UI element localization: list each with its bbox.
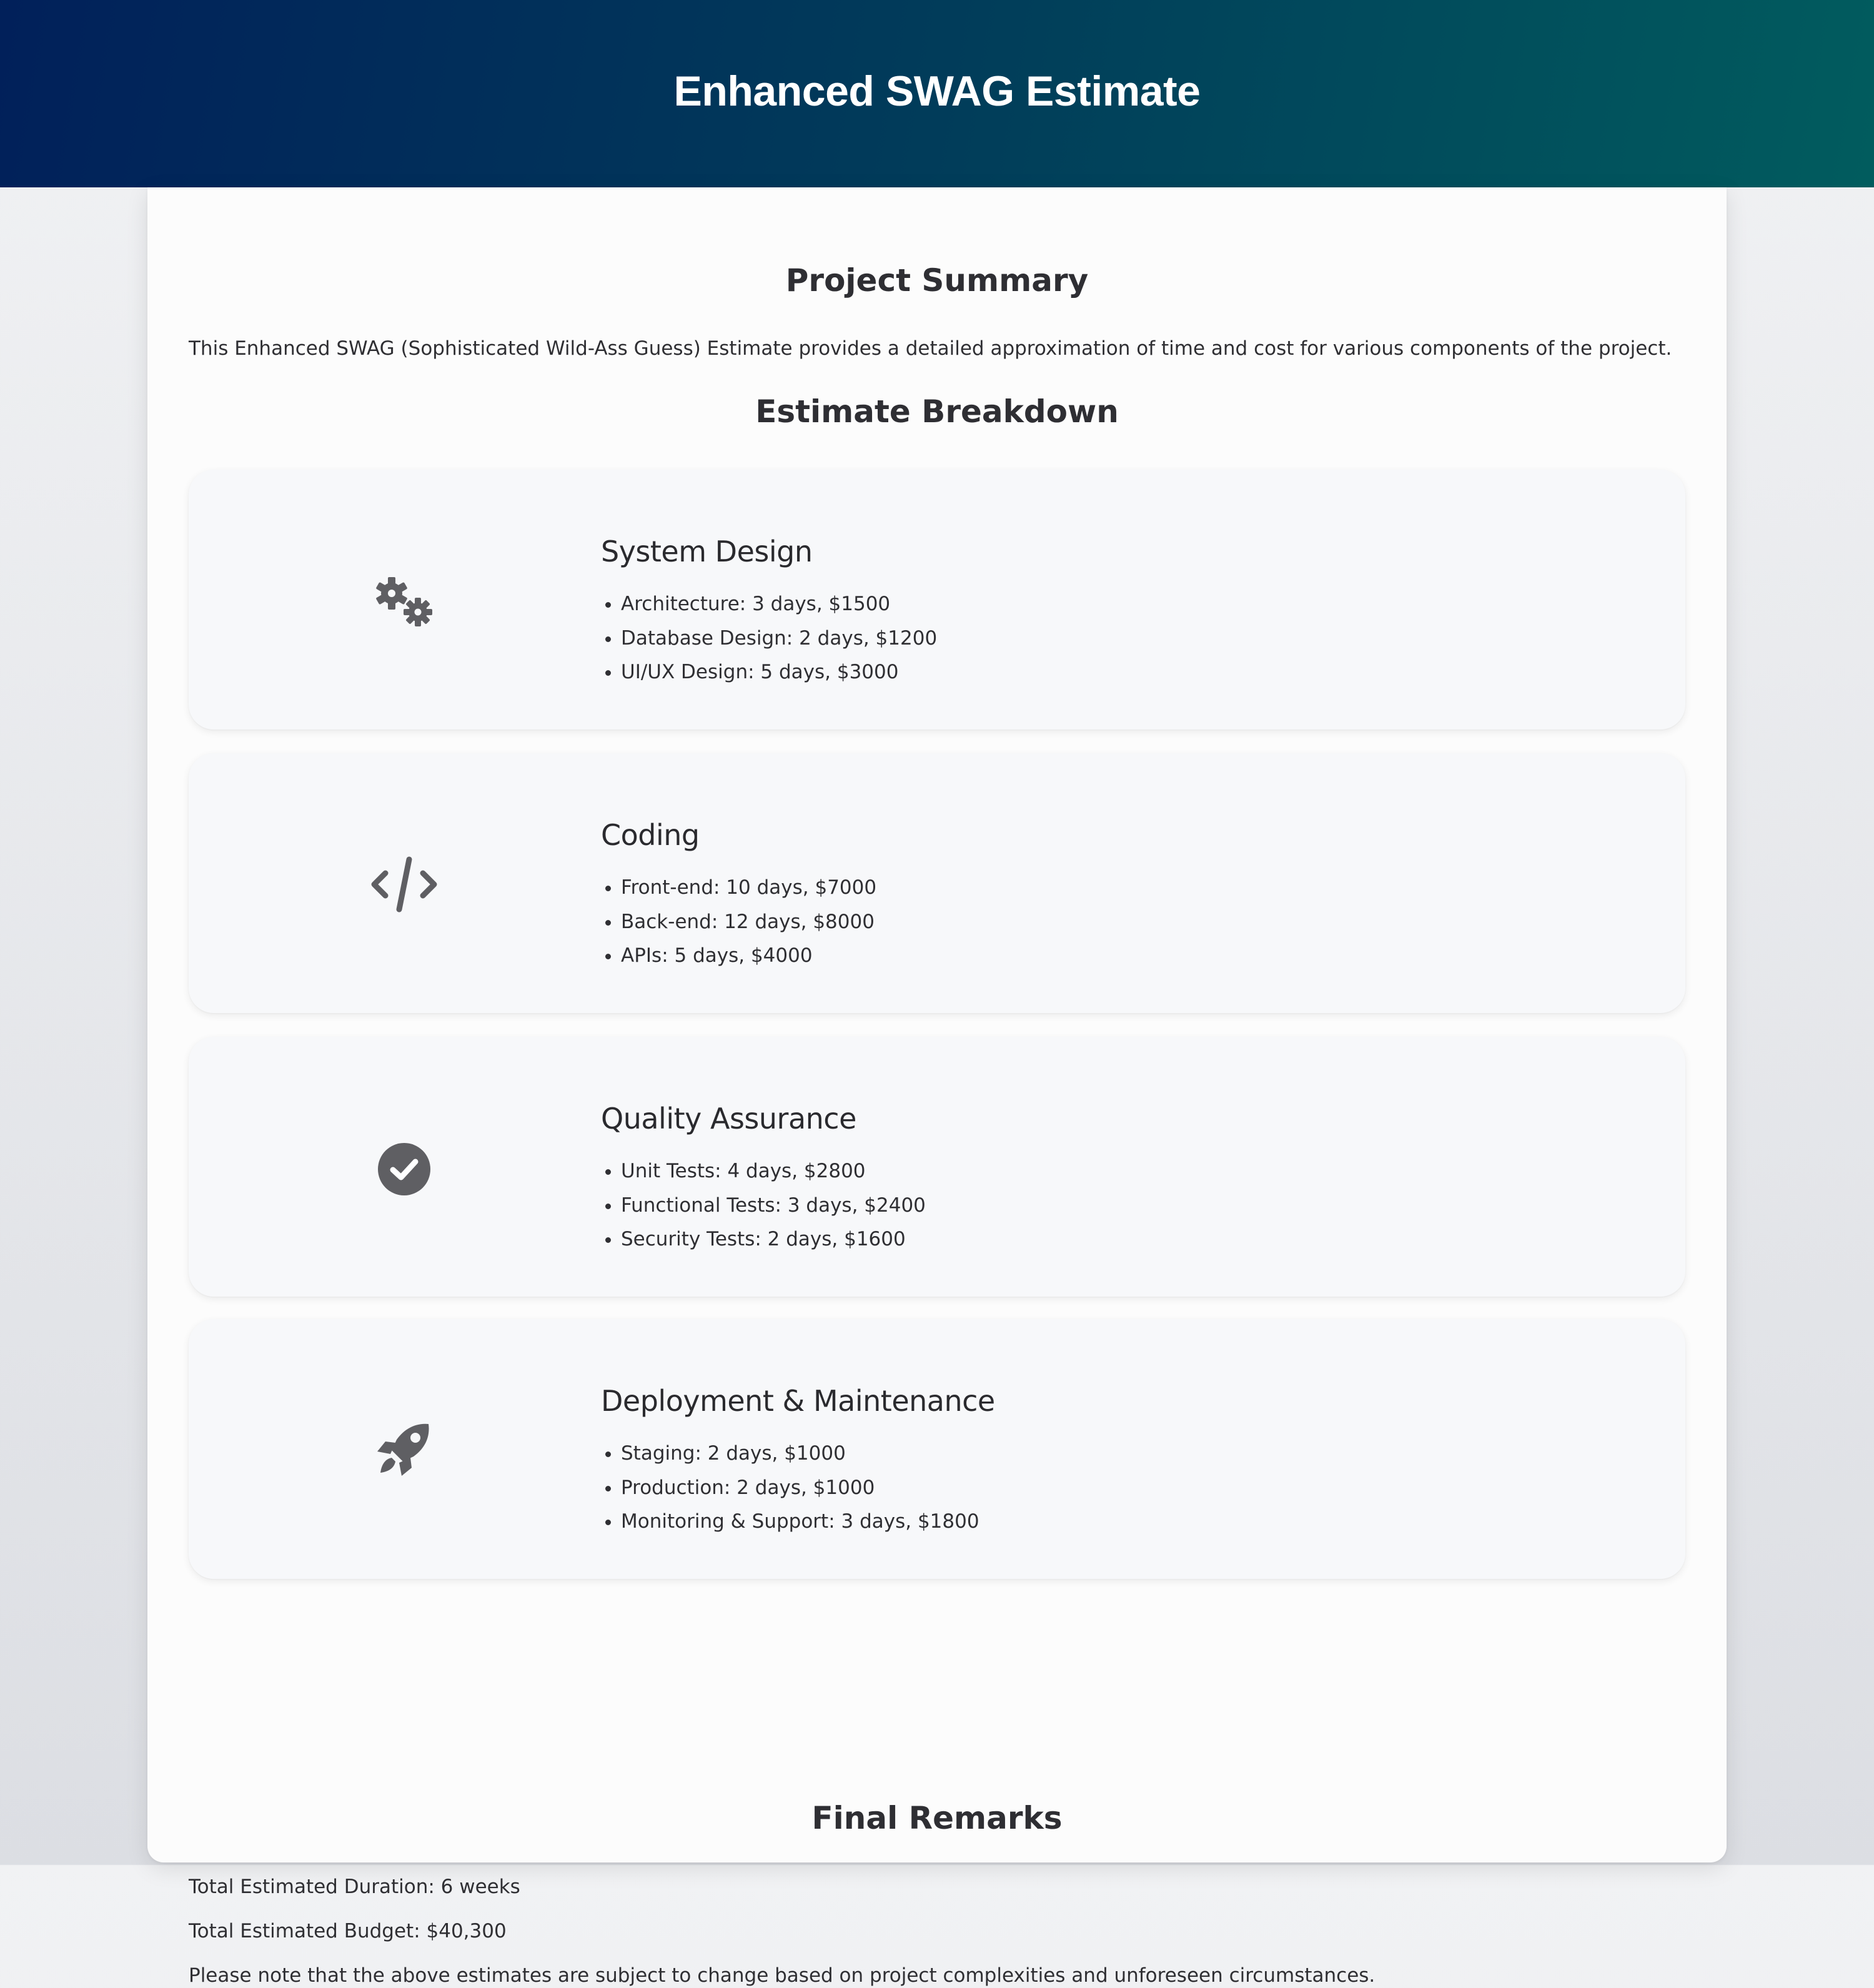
list-item: • Security Tests: 2 days, $1600 (621, 1222, 926, 1257)
project-summary-heading: Project Summary (785, 262, 1089, 299)
estimate-breakdown-heading: Estimate Breakdown (755, 393, 1119, 430)
list-item: • Production: 2 days, $1000 (621, 1471, 979, 1505)
list-item: • Staging: 2 days, $1000 (621, 1437, 979, 1471)
page-header (0, 0, 1874, 187)
card-item-list (601, 587, 937, 690)
list-item: • Monitoring & Support: 3 days, $1800 (621, 1505, 979, 1539)
list-item: • Unit Tests: 4 days, $2800 (621, 1154, 926, 1189)
card-item-list (601, 871, 876, 973)
card-item-list (601, 1437, 979, 1539)
list-item: • APIs: 5 days, $4000 (621, 939, 876, 973)
card-item-list (601, 1154, 926, 1257)
list-item: • Front-end: 10 days, $7000 (621, 871, 876, 905)
estimate-container (147, 187, 1727, 1987)
total-duration-text: Total Estimated Duration: 6 weeks (189, 1876, 520, 1898)
list-item: • Back-end: 12 days, $8000 (621, 905, 876, 939)
final-remarks-heading: Final Remarks (811, 1800, 1063, 1836)
card-title: System Design (601, 535, 813, 568)
card-title: Quality Assurance (601, 1102, 856, 1135)
card-deployment-maintenance (189, 1319, 1685, 1579)
card-coding (189, 753, 1685, 1013)
card-title: Deployment & Maintenance (601, 1384, 995, 1418)
list-item: • Architecture: 3 days, $1500 (621, 587, 937, 621)
list-item: • Functional Tests: 3 days, $2400 (621, 1189, 926, 1223)
card-system-design (189, 470, 1685, 729)
total-budget-text: Total Estimated Budget: $40,300 (189, 1920, 507, 1942)
list-item: • UI/UX Design: 5 days, $3000 (621, 655, 937, 690)
card-quality-assurance (189, 1037, 1685, 1297)
project-summary-text: This Enhanced SWAG (Sophisticated Wild-Ass Guess) Estimate provides a detailed approximation of time and cost for various components of the project. (189, 337, 1672, 360)
disclaimer-text: Please note that the above estimates are subject to change based on project complexities and unforeseen circumstances. (189, 1964, 1376, 1987)
code-icon (364, 853, 445, 916)
page-title: Enhanced SWAG Estimate (673, 67, 1201, 115)
list-item: • Database Design: 2 days, $1200 (621, 621, 937, 656)
rocket-icon (364, 1419, 445, 1481)
check-circle-icon (364, 1137, 445, 1199)
gears-icon (364, 570, 445, 632)
card-title: Coding (601, 818, 700, 852)
